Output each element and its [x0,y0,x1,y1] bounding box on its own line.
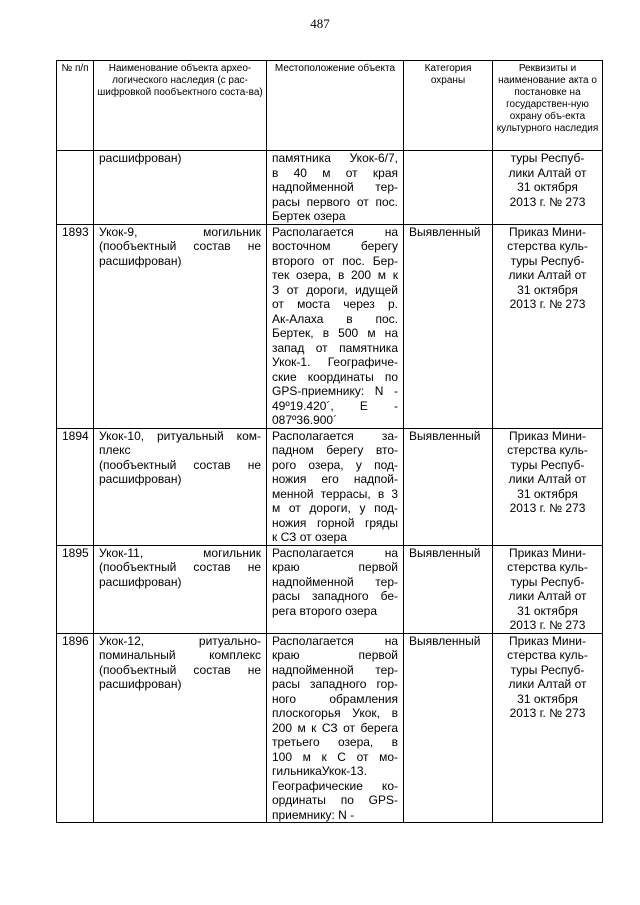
act-line: стерства куль- [507,239,588,253]
object-name-line: поминальный комплекс [99,648,261,662]
act-line: Приказ Мини- [509,428,586,443]
table-row [57,224,603,428]
row-category: Выявленный [404,224,493,428]
location-line: ординаты по GPS- [272,793,398,807]
location-line: Географические ко- [272,778,398,793]
table-row [57,545,603,633]
location-line: Располагается на [272,545,398,560]
act-line: лики Алтай от [508,472,587,486]
location-line: плоскогорья Укок, в [272,706,398,720]
row-act [493,545,603,633]
act-line: туры Респуб- [510,662,585,677]
act-line: стерства куль- [507,443,588,457]
row-num: 1895 [57,545,94,633]
location-line: Располагается на [272,633,398,648]
act-line: 2013 г. № 273 [509,501,586,515]
row-object-name [94,545,267,633]
row-act [493,633,603,823]
header-category: Категория охраны [404,61,493,151]
location-line: 100 м к С от мо- [272,749,398,764]
object-name-line: Укок-10, ритуальный ком- [99,428,261,443]
location-line: GPS-приемнику: N - [272,384,398,398]
act-line: стерства куль- [507,648,588,662]
location-line: тек озера, в 200 м к [272,268,398,282]
location-line: запад от памятника [272,340,398,355]
location-line: менной террасы, в 3 [272,486,398,501]
act-line: 31 октября [517,282,578,297]
location-line: Ак-Алаха в пос. [272,311,398,326]
act-line: Приказ Мини- [509,545,586,560]
header-act: Реквизиты и наименование акта о постановке на государствен-ную охрану объ-екта культурного наследия [493,61,603,151]
object-name-line: плекс [99,443,131,457]
act-line: туры Респуб- [510,151,585,165]
act-line: Приказ Мини- [509,224,586,239]
row-num: 1894 [57,428,94,545]
location-line: восточном берегу [272,239,398,253]
row-category [404,151,493,225]
location-line: Укок-1. Географиче- [272,355,398,369]
row-category: Выявленный [404,545,493,633]
row-category: Выявленный [404,428,493,545]
act-line: Приказ Мини- [509,633,586,648]
row-location [267,151,404,225]
row-location [267,224,404,428]
location-line: З от дороги, идущей [272,282,398,297]
object-name-line: Укок-9, могильник [99,224,261,239]
act-line: лики Алтай от [508,677,587,691]
location-line: надпойменной тер- [272,574,398,589]
location-line: рега второго озера [272,603,378,618]
location-line: 49º19.420´, Е - [272,398,398,413]
row-num [57,151,94,225]
name-line: расшифрован) [99,151,182,165]
continuation-row [57,151,603,225]
location-line: краю первой [272,648,398,662]
location-line: второго от пос. Бер- [272,253,398,268]
row-location [267,633,404,823]
location-line: 087º36.900´ [272,413,338,427]
row-category: Выявленный [404,633,493,823]
act-line: 31 октября [517,603,578,618]
location-line: краю первой [272,560,398,574]
object-name-line: Укок-11, могильник [99,545,261,560]
row-object-name [94,633,267,823]
act-line: 2013 г. № 273 [509,618,586,632]
table-row [57,428,603,545]
location-line: приемнику: N - [272,807,355,822]
location-line: третьего озера, в [272,735,398,749]
location-line: Бертек озера [272,209,346,223]
row-num: 1896 [57,633,94,823]
act-line: туры Респуб- [510,457,585,472]
row-location [267,428,404,545]
act-line: стерства куль- [507,560,588,574]
location-line: к СЗ от озера [272,530,347,544]
act-line: 31 октября [517,691,578,706]
object-name-line: (пообъектный состав не [99,457,261,472]
location-line: от моста через р. [272,297,398,311]
act-line: лики Алтай от [508,268,587,282]
act-line: лики Алтай от [508,165,587,180]
table-header-row [57,61,603,151]
act-line: 2013 г. № 273 [509,297,586,311]
object-name-line: расшифрован) [99,472,182,486]
row-object-name [94,224,267,428]
location-line: ские координаты по [272,369,398,384]
act-line: 2013 г. № 273 [509,194,586,209]
location-line: надпойменной тер- [272,662,398,677]
object-name-line: расшифрован) [99,677,182,691]
row-act [493,428,603,545]
row-act [493,224,603,428]
object-name-line: Укок-12, ритуально- [99,633,261,648]
location-line: рого озера, у под- [272,457,398,472]
act-line: 2013 г. № 273 [509,706,586,720]
act-line: туры Респуб- [510,253,585,268]
object-name-line: (пообъектный состав не [99,239,261,253]
header-num: № п/п [57,61,94,151]
location-line: ножия его надпой- [272,472,398,486]
page-number: 487 [310,16,330,31]
row-object-name [94,428,267,545]
object-name-line: (пообъектный состав не [99,662,261,677]
act-line: 31 октября [517,486,578,501]
location-line: падном берегу вто- [272,443,398,457]
location-line: расы западного гор- [272,677,398,691]
location-line: расы западного бе- [272,589,398,603]
row-object-name [94,151,267,225]
header-location: Местоположение объекта [267,61,404,151]
location-line: м от дороги, у под- [272,501,398,515]
row-num: 1893 [57,224,94,428]
act-line: лики Алтай от [508,589,587,603]
object-name-line: расшифрован) [99,574,182,589]
location-line: ного обрамления [272,691,398,706]
location-line: памятника Укок-6/7, [272,151,398,165]
location-line: Бертек, в 500 м на [272,326,398,340]
location-line: в 40 м от края [272,165,398,180]
header-object-name: Наименование объекта архео-логического наследия (с рас-шифровкой пообъектного соста-ва) [94,61,267,151]
location-line: Располагается за- [272,428,398,443]
location-line: ножия горной гряды [272,515,398,530]
location-line: Располагается на [272,224,398,239]
location-line: гильникаУкок-13. [272,764,367,778]
row-act [493,151,603,225]
object-name-line: расшифрован) [99,253,182,268]
row-location [267,545,404,633]
location-line: расы первого от пос. [272,194,398,209]
table-row [57,633,603,823]
location-line: 200 м к СЗ от берега [272,720,398,735]
act-line: 31 октября [517,180,578,194]
location-line: надпойменной тер- [272,180,398,194]
object-name-line: (пообъектный состав не [99,560,261,574]
heritage-registry-table [56,60,603,823]
act-line: туры Респуб- [510,574,585,589]
